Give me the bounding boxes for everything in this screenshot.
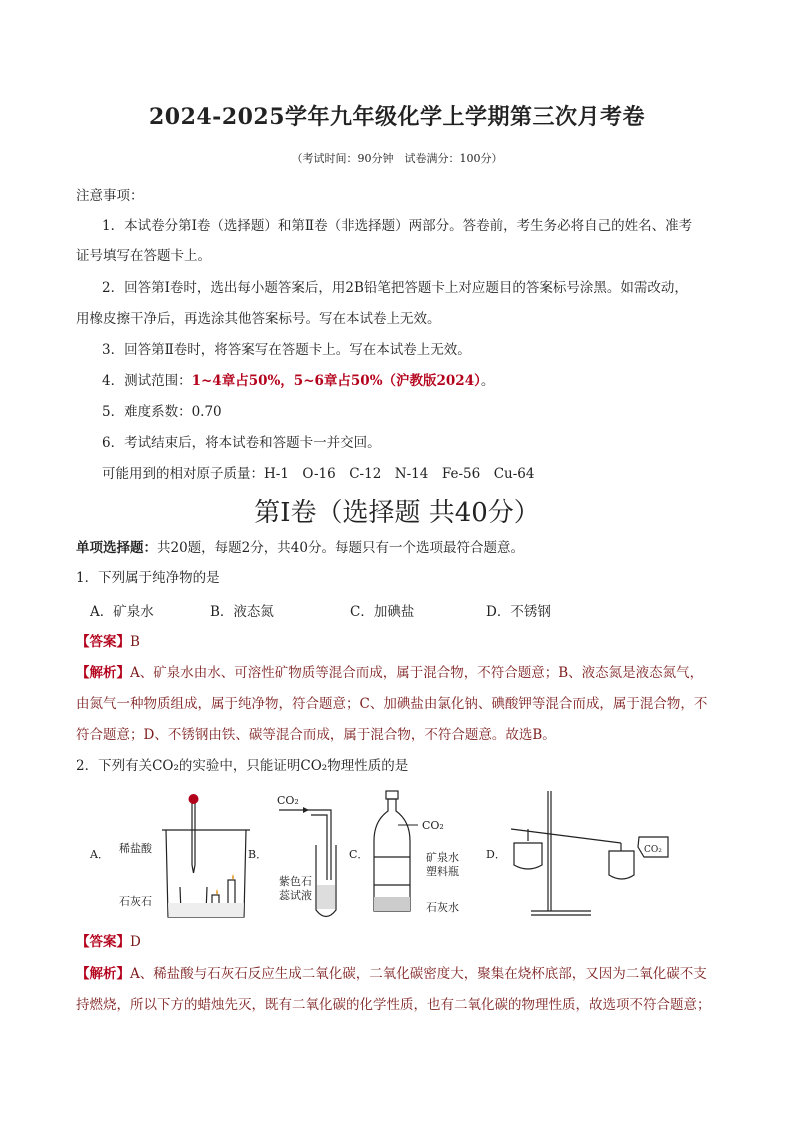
q1-analysis-line-2: 由氮气一种物质组成，属于纯净物，符合题意；C、加碘盐由氯化钠、碘酸钾等混合而成，属于混合物，不 (76, 696, 708, 712)
q2-stem: 2．下列有关CO₂的实验中，只能证明CO₂物理性质的是 (76, 758, 409, 774)
label-c: C． (349, 848, 369, 861)
q1-analysis-line-1 (76, 663, 703, 683)
q2-answer-value: D (130, 934, 141, 950)
notice-item-3: 3．回答第Ⅱ卷时，将答案写在答题卡上。写在本试卷上无效。 (102, 342, 471, 358)
label-co2-b: CO₂ (277, 794, 299, 807)
section-instruction-body: 共20题，每题2分，共40分。每题只有一个选项最符合题意。 (157, 540, 524, 556)
page-title: 2024-2025学年九年级化学上学期第三次月考卷 (148, 104, 646, 130)
label-limestone: 石灰石 (119, 895, 152, 908)
notice-item-5: 5．难度系数：0.70 (102, 404, 222, 420)
notice-heading: 注意事项： (76, 188, 144, 204)
label-bottle-1: 矿泉水 (426, 851, 459, 864)
q1-answer-value: B (130, 634, 140, 650)
q1-analysis-tag: 【解析】 (76, 665, 130, 681)
q2-analysis-line-1 (76, 964, 707, 984)
dropper-bulb (189, 794, 199, 804)
q1-answer (76, 632, 140, 652)
upper-flame (232, 874, 234, 880)
label-a: A． (90, 848, 109, 861)
label-bottle-2: 塑料瓶 (426, 865, 459, 878)
q2-analysis-line-2: 持燃烧，所以下方的蜡烛先灭，既有二氧化碳的化学性质，也有二氧化碳的物理性质，故选项不符合题意； (76, 997, 711, 1013)
section-instruction (76, 538, 524, 558)
q1-option-a: A．矿泉水 (90, 604, 154, 620)
notice-item-1a: 1．本试卷分第Ⅰ卷（选择题）和第Ⅱ卷（非选择题）两部分。答卷前，考生务必将自己的姓名、准考 (102, 218, 693, 234)
q1-analysis-line-3: 符合题意；D、不锈钢由铁、碳等混合而成，属于混合物，不符合题意。故选B。 (76, 727, 556, 743)
notice-item-4-suffix: 。 (480, 373, 495, 389)
lower-flame (216, 889, 218, 895)
notice-item-2a: 2．回答第Ⅰ卷时，选出每小题答案后，用2B铅笔把答题卡上对应题目的答案标号涂黑。如需改动， (102, 280, 688, 296)
atomic-masses: 可能用到的相对原子质量：H-1 O-16 C-12 N-14 Fe-56 Cu-64 (102, 466, 535, 482)
q1-analysis-text-1: A、矿泉水由水、可溶性矿物质等混合而成，属于混合物，不符合题意；B、液态氮是液态氮气， (130, 665, 704, 681)
q2-analysis-text-1: A、稀盐酸与石灰石反应生成二氧化碳，二氧化碳密度大，聚集在烧杯底部，又因为二氧化碳不支 (130, 966, 707, 982)
q2-answer (76, 932, 141, 952)
notice-item-1b: 证号填写在答题卡上。 (76, 248, 211, 264)
label-co2-d: CO₂ (644, 845, 662, 855)
label-dilute-hcl: 稀盐酸 (119, 842, 152, 855)
label-co2-c: CO₂ (422, 819, 444, 832)
left-bag (514, 843, 542, 869)
label-limewater: 石灰水 (426, 901, 459, 914)
right-bag (609, 851, 634, 879)
notice-item-2b: 用橡皮擦干净后，再选涂其他答案标号。写在本试卷上无效。 (76, 311, 441, 327)
bottle-outline (374, 799, 410, 911)
q2-answer-tag: 【答案】 (76, 934, 130, 950)
q1-answer-tag: 【答案】 (76, 634, 130, 650)
label-litmus-2: 蕊试液 (279, 889, 312, 902)
notice-item-6: 6．考试结束后，将本试卷和答题卡一并交回。 (102, 435, 381, 451)
test-scope: 1~4章占50%，5~6章占50%（沪教版2024） (191, 373, 481, 389)
q2-analysis-tag: 【解析】 (76, 966, 130, 982)
section-title: 第Ⅰ卷（选择题 共40分） (254, 498, 540, 528)
section-instruction-prefix: 单项选择题： (76, 540, 157, 556)
label-b: B． (248, 848, 268, 861)
q1-option-d: D．不锈钢 (486, 604, 551, 620)
q1-option-c: C．加碘盐 (350, 604, 415, 620)
q1-option-b: B．液态氮 (210, 604, 274, 620)
label-litmus-1: 紫色石 (279, 875, 312, 888)
label-d: D． (486, 848, 506, 861)
notice-item-4 (102, 371, 494, 391)
q1-stem: 1．下列属于纯净物的是 (76, 570, 220, 586)
exam-info: （考试时间：90分钟 试卷满分：100分） (291, 152, 503, 165)
notice-item-4-prefix: 4．测试范围： (102, 373, 192, 389)
q2-experiment-figure (76, 785, 716, 925)
